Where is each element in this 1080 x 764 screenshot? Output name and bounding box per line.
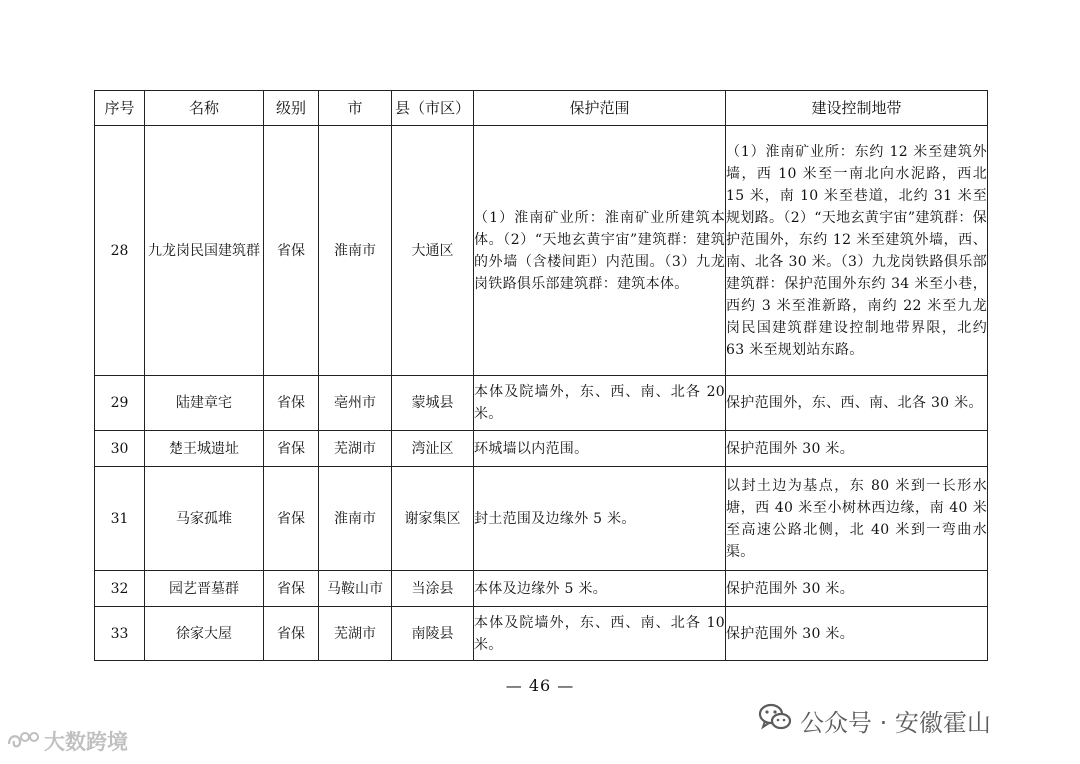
wechat-icon	[758, 702, 800, 738]
row-control-zone: 保护范围外，东、西、南、北各 30 米。	[726, 376, 988, 431]
row-city: 亳州市	[319, 376, 392, 431]
watermark-left-text: 大数跨境	[44, 730, 128, 754]
row-no: 29	[95, 376, 145, 431]
row-level: 省保	[264, 126, 319, 376]
row-no: 32	[95, 571, 145, 607]
page-number: — 46 —	[505, 676, 575, 695]
row-county: 南陵县	[392, 607, 474, 661]
row-no: 31	[95, 467, 145, 571]
row-level: 省保	[264, 607, 319, 661]
row-county: 大通区	[392, 126, 474, 376]
row-no: 28	[95, 126, 145, 376]
row-control-zone: 保护范围外 30 米。	[726, 607, 988, 661]
header-level: 级别	[264, 91, 319, 126]
header-county: 县（市区）	[392, 91, 474, 126]
row-city: 淮南市	[319, 467, 392, 571]
row-protection-scope: 本体及边缘外 5 米。	[474, 571, 726, 607]
header-protection-scope: 保护范围	[474, 91, 726, 126]
row-protection-scope: 本体及院墙外，东、西、南、北各 20 米。	[474, 376, 726, 431]
header-name: 名称	[145, 91, 264, 126]
row-city: 芜湖市	[319, 431, 392, 467]
table-row	[95, 467, 988, 571]
watermark-right-text: 公众号 · 安徽霍山	[800, 708, 991, 737]
watermark-left	[6, 726, 128, 756]
table-row	[95, 607, 988, 661]
row-level: 省保	[264, 376, 319, 431]
table-row	[95, 571, 988, 607]
row-county: 当涂县	[392, 571, 474, 607]
row-name: 园艺晋墓群	[145, 571, 264, 607]
row-name: 陆建章宅	[145, 376, 264, 431]
row-name: 徐家大屋	[145, 607, 264, 661]
row-no: 30	[95, 431, 145, 467]
row-level: 省保	[264, 431, 319, 467]
row-county: 谢家集区	[392, 467, 474, 571]
row-level: 省保	[264, 571, 319, 607]
table-row	[95, 376, 988, 431]
row-city: 芜湖市	[319, 607, 392, 661]
row-name: 马家孤堆	[145, 467, 264, 571]
row-control-zone: 保护范围外 30 米。	[726, 431, 988, 467]
row-control-zone: （1）淮南矿业所：东约 12 米至建筑外墙，西 10 米至一南北向水泥路，西北 15 米，南 10 米至巷道，北约 31 米至规划路。（2）“天地玄黄宇宙”建筑群：保护范围外，东约 12 米至建筑外墙，西、南、北各 30 米。（3）九龙岗铁路俱乐部建筑群：保护范围外东约 34 米至小巷，西约 3 米至淮新路，南约 22 米至九龙岗民国建筑群建设控制地带界限，北约 63 米至规划站东路。	[726, 126, 988, 376]
row-protection-scope: 封土范围及边缘外 5 米。	[474, 467, 726, 571]
row-control-zone: 保护范围外 30 米。	[726, 571, 988, 607]
row-county: 蒙城县	[392, 376, 474, 431]
row-county: 湾沚区	[392, 431, 474, 467]
brand-logo-icon	[6, 728, 44, 755]
row-city: 淮南市	[319, 126, 392, 376]
row-protection-scope: 本体及院墙外，东、西、南、北各 10 米。	[474, 607, 726, 661]
watermark-right	[758, 702, 991, 738]
row-level: 省保	[264, 467, 319, 571]
header-city: 市	[319, 91, 392, 126]
table-header-row	[95, 91, 988, 126]
row-protection-scope: （1）淮南矿业所：淮南矿业所建筑本体。（2）“天地玄黄宇宙”建筑群：建筑的外墙（含楼间距）内范围。（3）九龙岗铁路俱乐部建筑群：建筑本体。	[474, 126, 726, 376]
row-name: 楚王城遗址	[145, 431, 264, 467]
table-row	[95, 126, 988, 376]
header-no: 序号	[95, 91, 145, 126]
row-name: 九龙岗民国建筑群	[145, 126, 264, 376]
row-no: 33	[95, 607, 145, 661]
row-protection-scope: 环城墙以内范围。	[474, 431, 726, 467]
row-city: 马鞍山市	[319, 571, 392, 607]
table-row	[95, 431, 988, 467]
header-construction-control-zone: 建设控制地带	[726, 91, 988, 126]
heritage-protection-table	[94, 90, 988, 661]
row-control-zone: 以封土边为基点，东 80 米到一长形水塘，西 40 米至小树林西边缘，南 40 米至高速公路北侧，北 40 米到一弯曲水渠。	[726, 467, 988, 571]
